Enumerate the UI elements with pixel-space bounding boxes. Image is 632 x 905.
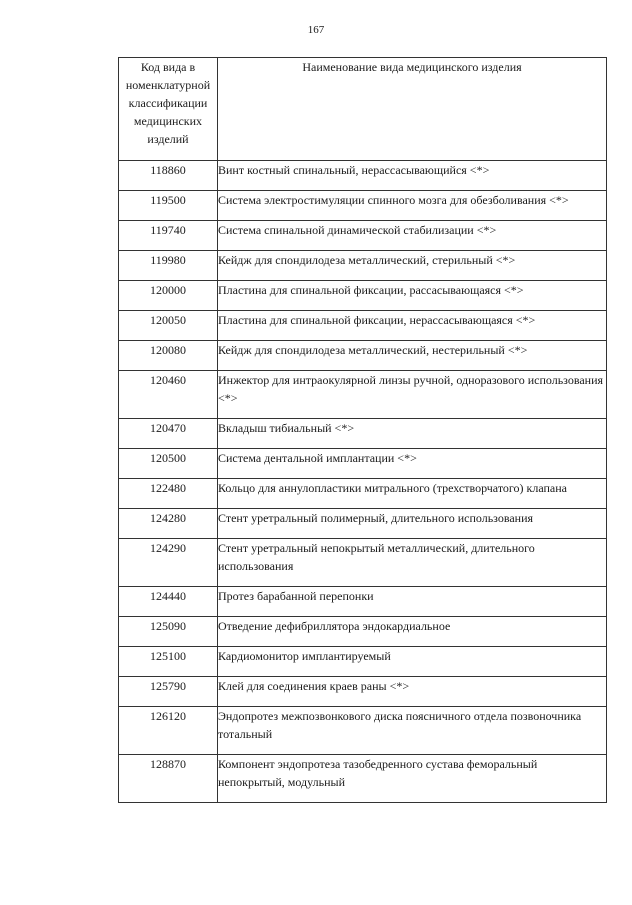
device-code-cell: 126120	[119, 707, 218, 755]
table-row	[119, 449, 607, 479]
table-row	[119, 281, 607, 311]
device-name-cell: Кейдж для спондилодеза металлический, нестерильный <*>	[218, 341, 607, 371]
device-name-cell: Кейдж для спондилодеза металлический, стерильный <*>	[218, 251, 607, 281]
table-row	[119, 707, 607, 755]
table-row	[119, 371, 607, 419]
device-code-cell: 120050	[119, 311, 218, 341]
device-code-cell: 125090	[119, 617, 218, 647]
device-code-cell: 128870	[119, 755, 218, 803]
table-row	[119, 479, 607, 509]
column-header-code: Код вида в номенклатурной классификации медицинских изделий	[119, 58, 218, 161]
device-name-cell: Система электростимуляции спинного мозга для обезболивания <*>	[218, 191, 607, 221]
device-name-cell: Компонент эндопротеза тазобедренного сустава феморальный непокрытый, модульный	[218, 755, 607, 803]
device-code-cell: 120500	[119, 449, 218, 479]
device-name-cell: Вкладыш тибиальный <*>	[218, 419, 607, 449]
device-code-cell: 124290	[119, 539, 218, 587]
device-name-cell: Пластина для спинальной фиксации, нерассасывающаяся <*>	[218, 311, 607, 341]
table-row	[119, 509, 607, 539]
device-name-cell: Стент уретральный полимерный, длительного использования	[218, 509, 607, 539]
device-code-cell: 119980	[119, 251, 218, 281]
device-code-cell: 120000	[119, 281, 218, 311]
table-row	[119, 617, 607, 647]
device-code-cell: 125790	[119, 677, 218, 707]
device-name-cell: Кардиомонитор имплантируемый	[218, 647, 607, 677]
table-row	[119, 587, 607, 617]
device-code-cell: 122480	[119, 479, 218, 509]
table-row	[119, 419, 607, 449]
device-name-cell: Инжектор для интраокулярной линзы ручной, одноразового использования <*>	[218, 371, 607, 419]
table-row	[119, 539, 607, 587]
device-name-cell: Система дентальной имплантации <*>	[218, 449, 607, 479]
table-row	[119, 221, 607, 251]
table-row	[119, 311, 607, 341]
device-code-cell: 120460	[119, 371, 218, 419]
table-row	[119, 647, 607, 677]
device-code-cell: 125100	[119, 647, 218, 677]
device-code-cell: 124280	[119, 509, 218, 539]
device-name-cell: Клей для соединения краев раны <*>	[218, 677, 607, 707]
device-name-cell: Протез барабанной перепонки	[218, 587, 607, 617]
table-row	[119, 191, 607, 221]
table-header-row	[119, 58, 607, 161]
device-code-cell: 119740	[119, 221, 218, 251]
device-code-cell: 120080	[119, 341, 218, 371]
device-code-cell: 118860	[119, 161, 218, 191]
device-name-cell: Система спинальной динамической стабилизации <*>	[218, 221, 607, 251]
table-row	[119, 677, 607, 707]
column-header-name: Наименование вида медицинского изделия	[218, 58, 607, 161]
device-name-cell: Кольцо для аннулопластики митрального (трехстворчатого) клапана	[218, 479, 607, 509]
table-body	[119, 161, 607, 803]
device-code-cell: 119500	[119, 191, 218, 221]
table-row	[119, 341, 607, 371]
table-row	[119, 755, 607, 803]
device-code-cell: 124440	[119, 587, 218, 617]
device-name-cell: Пластина для спинальной фиксации, рассасывающаяся <*>	[218, 281, 607, 311]
device-name-cell: Эндопротез межпозвонкового диска поясничного отдела позвоночника тотальный	[218, 707, 607, 755]
page-number: 167	[307, 24, 325, 36]
device-name-cell: Стент уретральный непокрытый металлический, длительного использования	[218, 539, 607, 587]
device-name-cell: Винт костный спинальный, нерассасывающийся <*>	[218, 161, 607, 191]
device-name-cell: Отведение дефибриллятора эндокардиальное	[218, 617, 607, 647]
device-code-cell: 120470	[119, 419, 218, 449]
table-row	[119, 251, 607, 281]
table-row	[119, 161, 607, 191]
medical-devices-table	[118, 57, 607, 803]
